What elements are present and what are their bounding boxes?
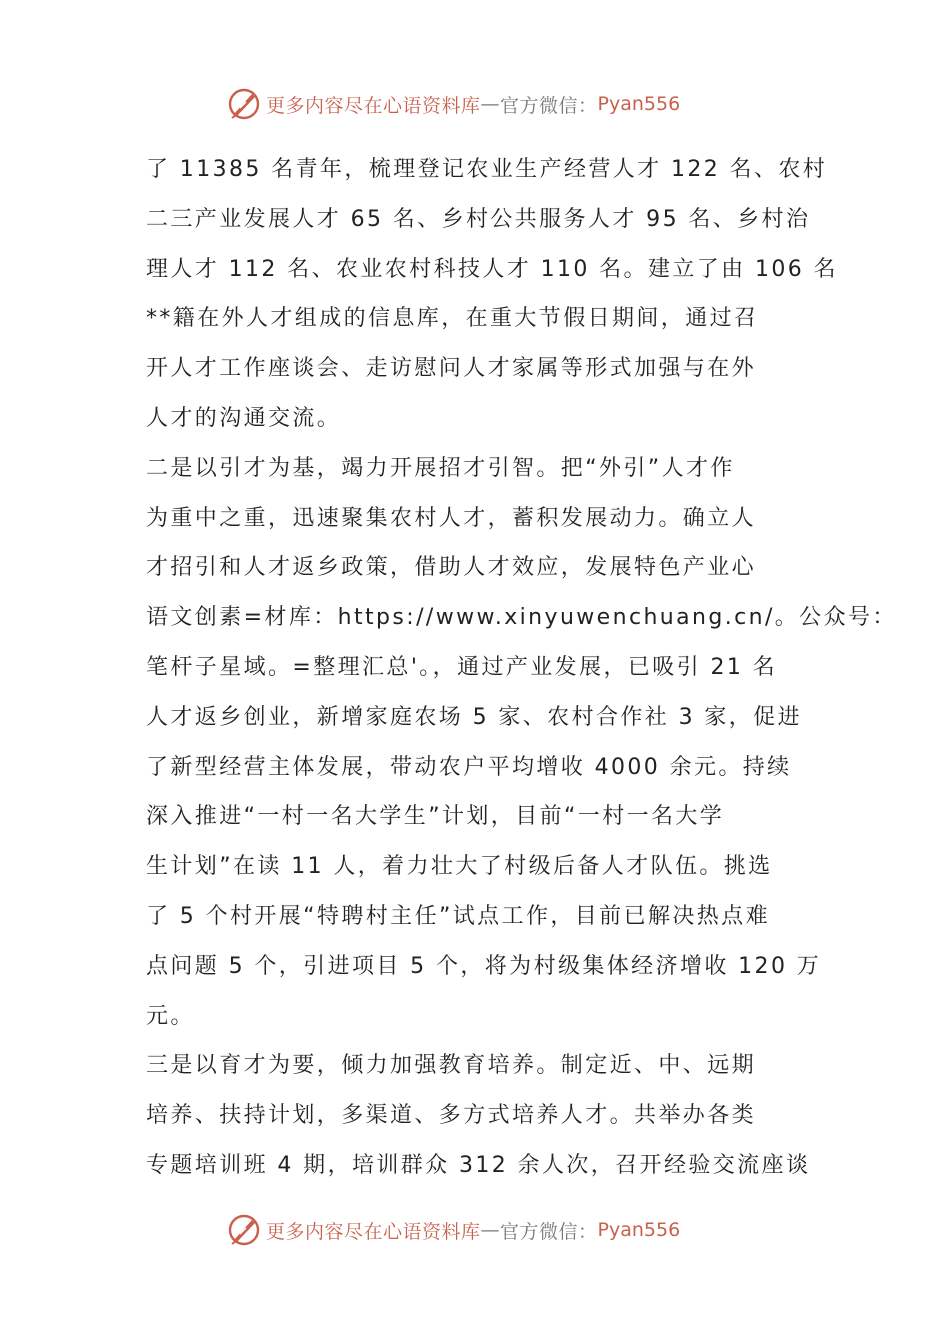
text-line: 元。	[146, 1003, 195, 1029]
text-line: 人才的沟通交流。	[146, 405, 342, 431]
document-body	[146, 145, 897, 1191]
quill-pen-logo-icon	[226, 86, 262, 122]
text-line: 三是以育才为要，倾力加强教育培养。制定近、中、远期	[146, 1053, 757, 1079]
text-line: 点问题 5 个，引进项目 5 个，将为村级集体经济增收 120 万	[146, 953, 822, 979]
text-line: 专题培训班 4 期，培训群众 312 余人次，召开经验交流座谈	[146, 1152, 811, 1178]
text-line: 笔杆子星域。=整理汇总'。，通过产业发展，已吸引 21 名	[146, 654, 778, 680]
text-line: 了新型经营主体发展，带动农户平均增收 4000 余元。持续	[146, 754, 792, 780]
text-line: 才招引和人才返乡政策，借助人才效应，发展特色产业心	[146, 555, 757, 581]
banner-contact-label: 官方微信：	[500, 1220, 598, 1243]
text-line: 了 5 个村开展“特聘村主任”试点工作，目前已解决热点难	[146, 903, 770, 929]
text-line: 二是以引才为基，竭力开展招才引智。把“外引”人才作	[146, 455, 735, 481]
text-line: 二三产业发展人才 65 名、乡村公共服务人才 95 名、乡村治	[146, 206, 811, 232]
header-banner[interactable]	[226, 84, 680, 124]
text-line: 人才返乡创业，新增家庭农场 5 家、农村合作社 3 家，促进	[146, 704, 802, 730]
quill-pen-logo-icon	[226, 1212, 262, 1248]
banner-separator: —	[480, 93, 501, 115]
banner-separator: —	[480, 1219, 501, 1241]
text-line: 深入推进“一村一名大学生”计划，目前“一村一名大学	[146, 804, 725, 830]
text-line-with-link[interactable]: 语文创素=材库：https://www.xinyuwenchuang.cn/。公众号：	[146, 605, 897, 631]
banner-title: 更多内容尽在心语资料库	[266, 94, 481, 117]
banner-title: 更多内容尽在心语资料库	[266, 1220, 481, 1243]
text-line: **籍在外人才组成的信息库，在重大节假日期间，通过召	[146, 306, 759, 332]
text-line: 理人才 112 名、农业农村科技人才 110 名。建立了由 106 名	[146, 256, 838, 282]
text-line: 开人才工作座谈会、走访慰问人才家属等形式加强与在外	[146, 356, 757, 382]
text-line: 为重中之重，迅速聚集农村人才，蓄积发展动力。确立人	[146, 505, 757, 531]
text-line: 培养、扶持计划，多渠道、多方式培养人才。共举办各类	[146, 1103, 757, 1129]
banner-wechat-id: Pyan556	[597, 93, 681, 115]
banner-wechat-id: Pyan556	[597, 1219, 681, 1241]
text-line: 了 11385 名青年，梳理登记农业生产经营人才 122 名、农村	[146, 157, 828, 182]
text-line: 生计划”在读 11 人，着力壮大了村级后备人才队伍。挑选	[146, 854, 773, 880]
footer-banner[interactable]	[226, 1210, 680, 1250]
banner-contact-label: 官方微信：	[500, 94, 598, 117]
